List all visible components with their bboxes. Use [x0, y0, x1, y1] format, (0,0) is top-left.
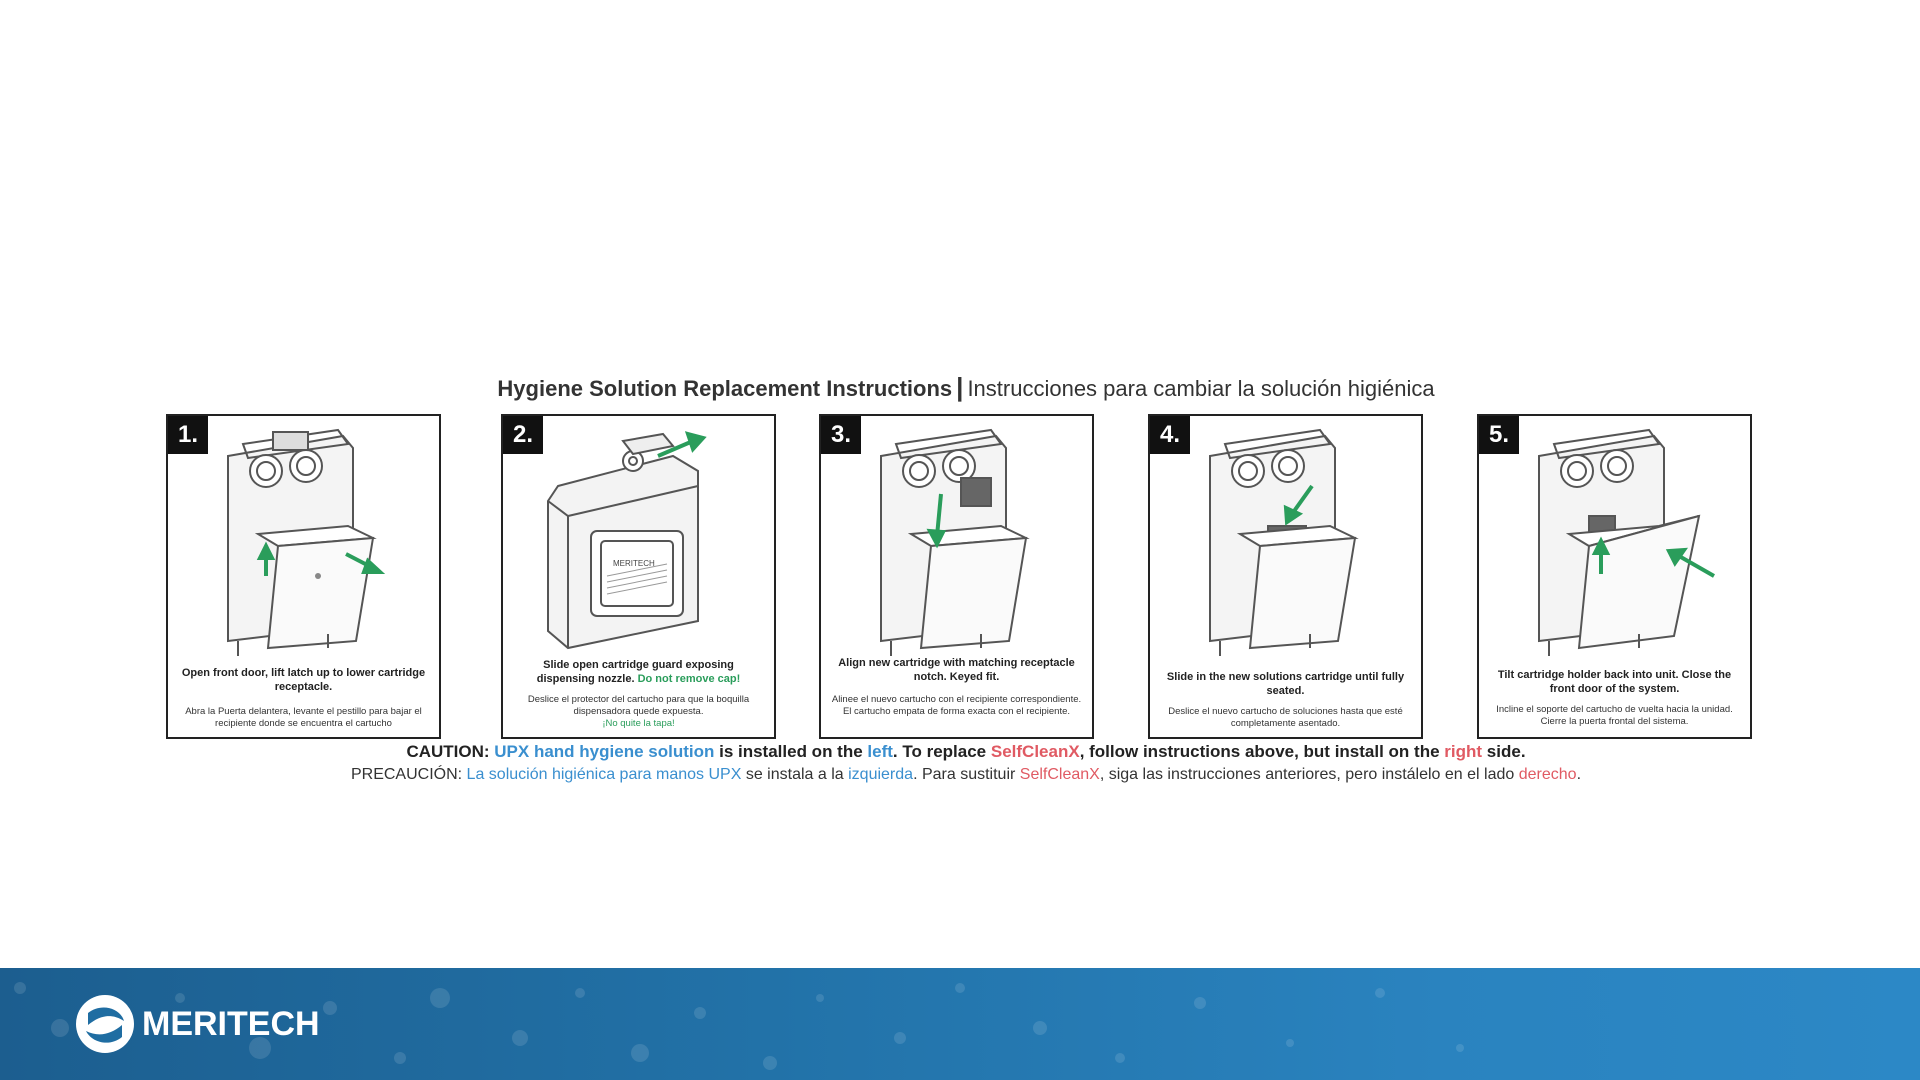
step-5-panel	[1477, 414, 1752, 739]
caution-line: CAUTION: UPX hand hygiene solution is installed on the left. To replace SelfCleanX, follow instructions above, but install on the right side.	[406, 742, 1526, 761]
step-1-caption-spanish: Abra la Puerta delantera, levante el pestillo para bajar el recipiente donde se encuentra el cartucho	[185, 706, 422, 729]
step-1-panel	[166, 414, 441, 739]
step-2-caption-english: Slide open cartridge guard exposing dispensing nozzle. Do not remove cap!	[536, 659, 741, 685]
derecho: derecho	[1518, 766, 1577, 783]
brand-name: MERITECH	[142, 1004, 320, 1043]
step-3-caption-spanish: Alinee el nuevo cartucho con el recipiente correspondiente. El cartucho empata de forma exacta con el recipiente.	[831, 694, 1082, 717]
step-2-panel	[501, 414, 776, 739]
instructions-title	[160, 372, 1772, 403]
title-spanish: Instrucciones para cambiar la solución higiénica	[967, 376, 1435, 401]
step-number: 1.	[168, 416, 208, 454]
instructions-graphic	[160, 372, 1772, 792]
izquierda: izquierda	[848, 766, 914, 783]
device-label: MERITECH	[613, 559, 655, 568]
step-3-caption-english: Align new cartridge with matching receptacle notch. Keyed fit.	[838, 657, 1075, 683]
step-number: 5.	[1479, 416, 1519, 454]
step-3-illustration	[821, 416, 1092, 737]
right-side: right	[1444, 742, 1483, 761]
selfcleanx: SelfCleanX	[990, 742, 1080, 761]
step-number: 2.	[503, 416, 543, 454]
upx-solucion: La solución higiénica para manos UPX	[466, 766, 742, 783]
step-2-illustration	[503, 416, 774, 737]
no-quite-la-tapa: ¡No quite la tapa!	[602, 718, 675, 729]
selfcleanx-es: SelfCleanX	[1019, 766, 1100, 783]
do-not-remove-cap: Do not remove cap!	[637, 673, 741, 685]
step-number: 4.	[1150, 416, 1190, 454]
left-side: left	[867, 742, 893, 761]
step-5-caption-spanish: Incline el soporte del cartucho de vuelta hacia la unidad. Cierre la puerta frontal del sistema.	[1496, 704, 1733, 727]
meritech-logo	[74, 994, 320, 1054]
title-english: Hygiene Solution Replacement Instructions	[497, 376, 953, 401]
step-1-caption-english: Open front door, lift latch up to lower cartridge receptacle.	[181, 667, 426, 693]
step-5-caption-english: Tilt cartridge holder back into unit. Close the front door of the system.	[1497, 669, 1732, 695]
precaucion-line: PRECAUCIÓN: La solución higiénica para manos UPX se instala a la izquierda. Para sustituir SelfCleanX, siga las instrucciones anteriores, pero instálelo en el lado derecho.	[350, 766, 1582, 783]
step-2-caption-spanish: Deslice el protector del cartucho para que la boquilla dispensadora quede expuesta. ¡No quite la tapa!	[527, 694, 750, 729]
title-separator: |	[956, 372, 964, 402]
step-number: 3.	[821, 416, 861, 454]
step-4-panel	[1148, 414, 1423, 739]
step-4-caption-spanish: Deslice el nuevo cartucho de soluciones hasta que esté completamente asentado.	[1168, 706, 1403, 729]
step-4-caption-english: Slide in the new solutions cartridge until fully seated.	[1166, 671, 1405, 697]
upx-solution: UPX hand hygiene solution	[494, 742, 715, 761]
meritech-swirl-icon	[74, 993, 136, 1055]
footer-bar	[0, 968, 1920, 1080]
step-3-panel	[819, 414, 1094, 739]
